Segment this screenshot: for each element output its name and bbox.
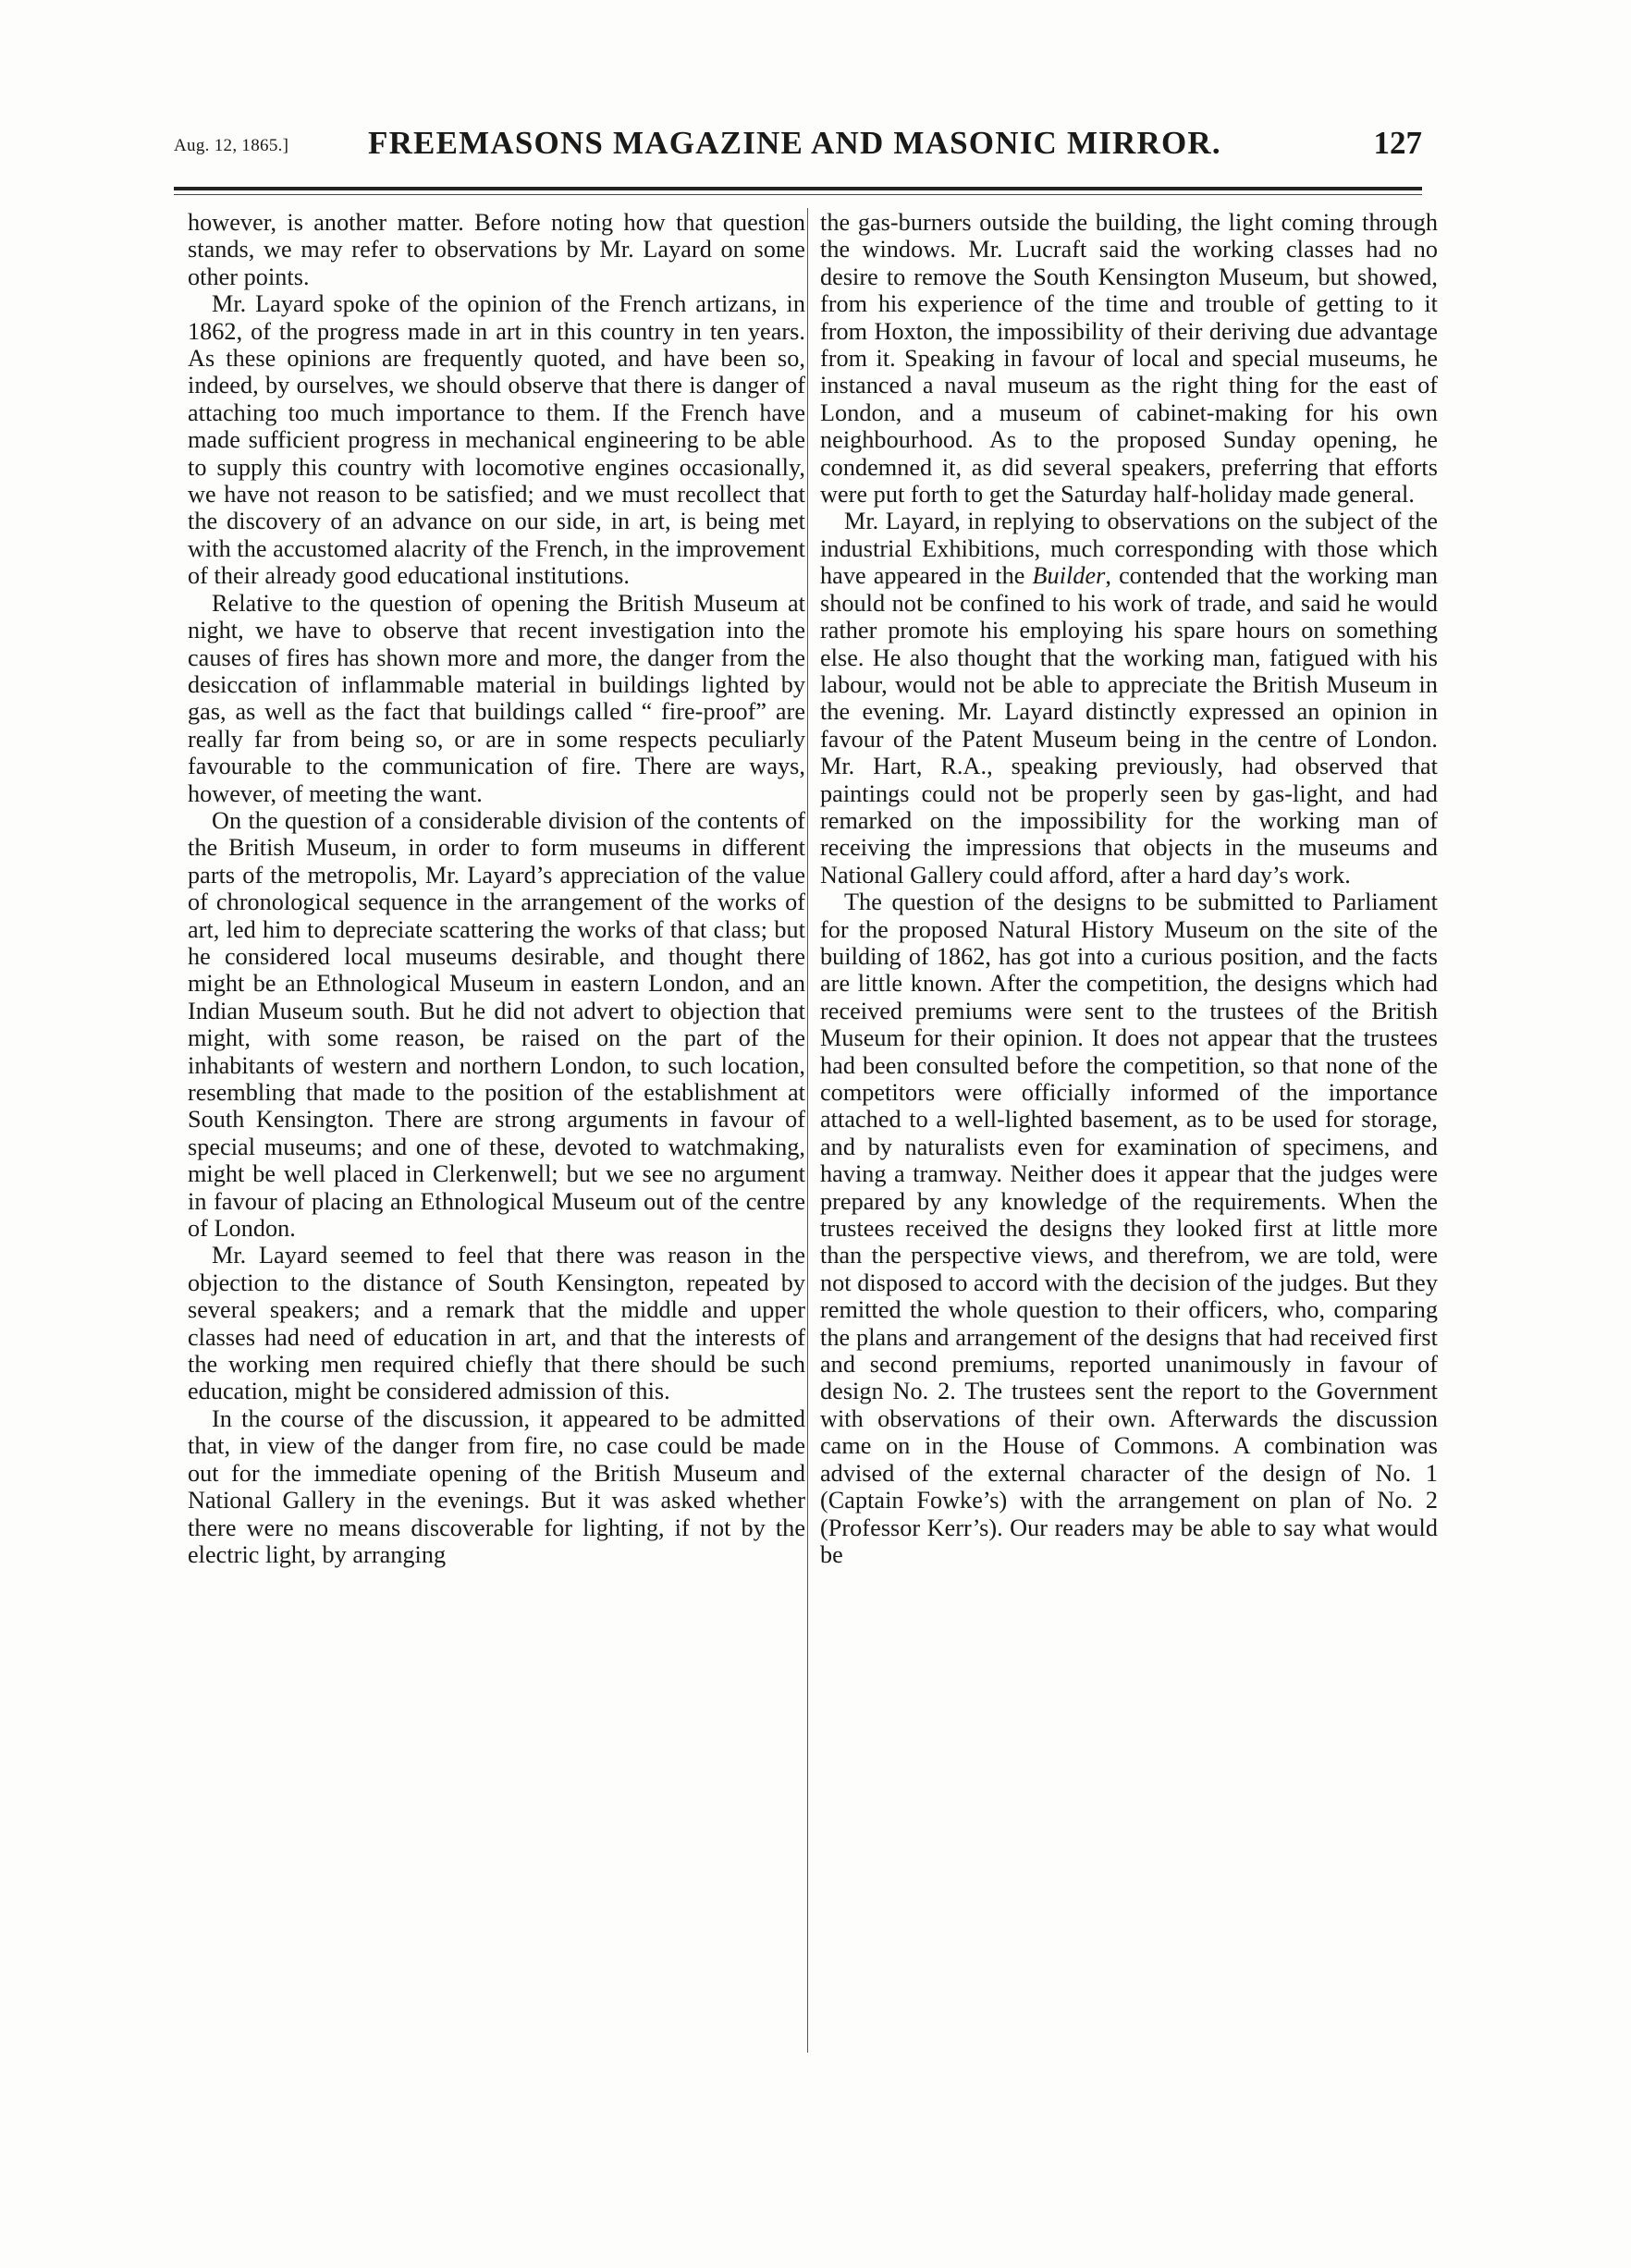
column-divider xyxy=(807,208,808,2053)
header-rule-thin xyxy=(174,194,1422,195)
paragraph-text: , contended that the working man should not be confined to his work of trade, and said he would rather promote his employing his spare hours on something else. He also thought that the working man, fatigued with his labour, would not be able to appreciate the British Museum in the evening. Mr. Layard distinctly expressed an opinion in favour of the Patent Museum being in the centre of London. Mr. Hart, R.A., speaking previously, had observed that paintings could not be properly seen by gas-light, and had remarked on the impossibility for the working man of receiving the impressions that objects in the museums and National Gallery could afford, after a hard day’s work. xyxy=(820,562,1438,889)
paragraph-text: Mr. Layard, in replying to observations on the subject of the industrial Exhibitions, much corresponding with those which have appeared in the xyxy=(820,508,1438,590)
paragraph: On the question of a considerable division of the contents of the British Museum, in order to form museums in different parts of the metropolis, Mr. Layard’s appreciation of the value of chronological sequence in the arrangement of the works of art, led him to depreciate scattering the works of that class; but he considered local museums desirable, and thought there might be an Ethnological Museum in eastern London, and an Indian Museum south. But he did not advert to objection that might, with some reason, be raised on the part of the inhabitants of western and northern London, to such location, resembling that made to the position of the establishment at South Kensington. There are strong arguments in favour of special museums; and one of these, devoted to watchmaking, might be well placed in Clerkenwell; but we see no argument in favour of placing an Ethnological Museum out of the centre of London. xyxy=(188,806,805,1243)
issue-date: Aug. 12, 1865.] xyxy=(174,136,289,155)
right-column xyxy=(820,209,1438,1568)
paragraph: Relative to the question of opening the British Museum at night, we have to observe that recent investigation into the causes of fires has shown more and more, the danger from the desiccation of inflammable material in buildings lighted by gas, as well as the fact that buildings called “ fire-proof” are really far from being so, or are in some respects peculiarly favourable to the communication of fire. There are ways, however, of meeting the want. xyxy=(188,589,805,807)
paragraph: In the course of the discussion, it appeared to be admitted that, in view of the danger from fire, no case could be made out for the immediate opening of the British Museum and National Gallery in the evenings. But it was asked whether there were no means discoverable for lighting, if not by the electric light, by arranging xyxy=(188,1404,805,1568)
paragraph xyxy=(820,508,1438,889)
magazine-title: FREEMASONS MAGAZINE AND MASONIC MIRROR. xyxy=(368,125,1221,161)
paragraph: the gas-burners outside the building, the light coming through the windows. Mr. Lucraft said the working classes had no desire to remove the South Kensington Museum, but showed, from his experience of the time and trouble of getting to it from Hoxton, the impossibility of their deriving due advantage from it. Speaking in favour of local and special museums, he instanced a naval museum as the right thing for the east of London, and a museum of cabinet-making for his own neighbourhood. As to the proposed Sunday opening, he condemned it, as did several speakers, preferring that efforts were put forth to get the Saturday half-holiday made general. xyxy=(820,209,1438,509)
publication-name: Builder xyxy=(1032,562,1106,590)
page-header xyxy=(174,125,1422,171)
paragraph: The question of the designs to be submitted to Parliament for the proposed Natural History Museum on the site of the building of 1862, has got into a curious position, and the facts are little known. After the competition, the designs which had received premiums were sent to the trustees of the British Museum for their opinion. It does not appear that the trustees had been consulted before the competition, so that none of the competitors were officially informed of the importance attached to a well-lighted basement, as to be used for storage, and by naturalists even for examination of specimens, and having a tramway. Neither does it appear that the judges were prepared by any knowledge of the requirements. When the trustees received the designs they looked first at little more than the perspective views, and therefrom, we are told, were not disposed to accord with the decision of the judges. But they remitted the whole question to their officers, who, comparing the plans and arrangement of the designs that had received first and second premiums, reported unanimously in favour of design No. 2. The trustees sent the report to the Government with observations of their own. Afterwards the discussion came on in the House of Commons. A combination was advised of the external character of the design of No. 1 (Captain Fowke’s) with the arrangement on plan of No. 2 (Professor Kerr’s). Our readers may be able to say what would be xyxy=(820,889,1438,1568)
paragraph: however, is another matter. Before noting how that question stands, we may refer to observations by Mr. Layard on some other points. xyxy=(188,209,805,290)
paragraph: Mr. Layard seemed to feel that there was reason in the objection to the distance of South Kensington, repeated by several speakers; and a remark that the middle and upper classes had need of education in art, and that the interests of the working men required chiefly that there should be such education, might be considered admission of this. xyxy=(188,1242,805,1405)
paragraph: Mr. Layard spoke of the opinion of the French artizans, in 1862, of the progress made in art in this country in ten years. As these opinions are frequently quoted, and have been so, indeed, by ourselves, we should observe that there is danger of attaching too much importance to them. If the French have made sufficient progress in mechanical engineering to be able to supply this country with locomotive engines occasionally, we have not reason to be satisfied; and we must recollect that the discovery of an advance on our side, in art, is being met with the accustomed alacrity of the French, in the improvement of their already good educational institutions. xyxy=(188,290,805,590)
header-rule-thick xyxy=(174,187,1422,190)
page-number: 127 xyxy=(1373,125,1422,161)
left-column xyxy=(188,209,805,1568)
